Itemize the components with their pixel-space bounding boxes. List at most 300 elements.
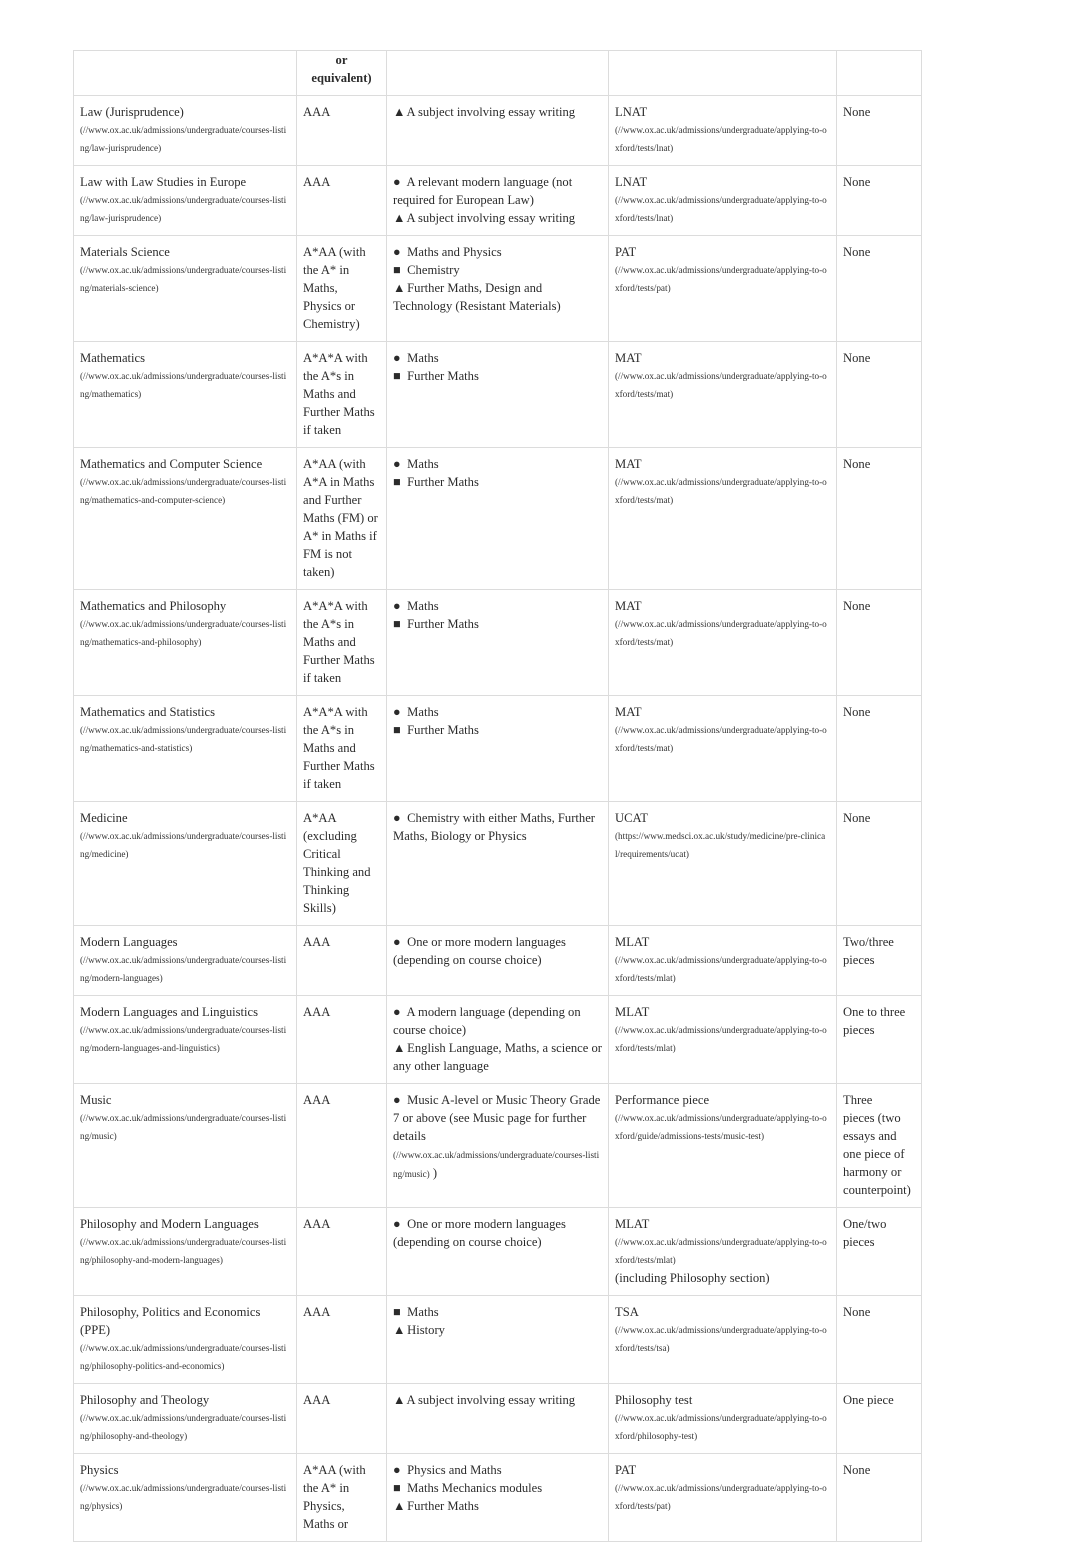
grades-cell	[297, 342, 387, 448]
grades-line: if taken	[303, 671, 342, 685]
subject-requirement	[393, 209, 602, 227]
grades-line: AAA	[303, 175, 331, 189]
subject-text: Further Maths	[407, 475, 479, 489]
grades-cell	[297, 590, 387, 696]
course-name: Philosophy and Theology	[80, 1393, 210, 1407]
test-name: MAT	[615, 705, 642, 719]
table-row	[74, 1296, 922, 1384]
subject-requirement	[393, 367, 602, 385]
course-cell	[74, 166, 297, 236]
test-cell	[609, 1084, 837, 1208]
subject-text: A subject involving essay writing	[406, 1393, 576, 1407]
grades-line: the A*s in	[303, 617, 355, 631]
grades-continuation: or equivalent)	[311, 53, 372, 85]
course-name: Law (Jurisprudence)	[80, 105, 184, 119]
subject-text: Maths	[407, 705, 439, 719]
test-link[interactable]: (//www.ox.ac.uk/admissions/undergraduate/applying-to-oxford/tests/mlat)	[615, 955, 827, 983]
course-link[interactable]: (//www.ox.ac.uk/admissions/undergraduate/courses-listing/modern-languages)	[80, 955, 287, 983]
subject-requirement	[393, 1215, 602, 1251]
table-row	[74, 1208, 922, 1296]
test-link[interactable]: (//www.ox.ac.uk/admissions/undergraduate/applying-to-oxford/tests/lnat)	[615, 195, 827, 223]
course-name: Music	[80, 1093, 112, 1107]
course-link[interactable]: (//www.ox.ac.uk/admissions/undergraduate/courses-listing/physics)	[80, 1483, 287, 1511]
helpful-triangle-icon: ▲	[393, 211, 406, 225]
subject-text: Maths Mechanics modules	[407, 1481, 543, 1495]
course-cell	[74, 802, 297, 926]
recommended-square-icon: ■	[393, 617, 401, 631]
written-work-line: essays and	[843, 1129, 897, 1143]
subject-requirement	[393, 1479, 602, 1497]
table-row	[74, 236, 922, 342]
subject-requirement	[393, 933, 602, 969]
subjects-cell	[387, 96, 609, 166]
written-work-line: One to three	[843, 1005, 906, 1019]
subject-text: Maths	[407, 351, 439, 365]
recommended-square-icon: ■	[393, 723, 401, 737]
subject-text: Chemistry with either Maths, Further Maths, Biology or Physics	[393, 811, 595, 843]
essential-circle-icon: ●	[393, 1005, 401, 1019]
continued-row	[74, 51, 922, 96]
grades-line: if taken	[303, 423, 342, 437]
test-cell	[609, 926, 837, 996]
subject-link[interactable]: (//www.ox.ac.uk/admissions/undergraduate/courses-listing/music)	[393, 1150, 600, 1179]
test-note: (including Philosophy section)	[615, 1271, 770, 1285]
essential-circle-icon: ●	[393, 457, 401, 471]
course-requirements-table	[73, 50, 922, 1542]
subject-text: Further Maths	[407, 369, 479, 383]
grades-line: (excluding	[303, 829, 357, 843]
written-work-cell	[837, 1296, 922, 1384]
grades-line: AAA	[303, 1393, 331, 1407]
course-link[interactable]: (//www.ox.ac.uk/admissions/undergraduate/courses-listing/medicine)	[80, 831, 287, 859]
test-cell	[609, 1454, 837, 1542]
written-work-cell	[837, 342, 922, 448]
grades-line: Thinking and	[303, 865, 371, 879]
subject-requirement	[393, 243, 602, 261]
written-work-line: None	[843, 175, 871, 189]
grades-line: taken)	[303, 565, 335, 579]
helpful-triangle-icon: ▲	[393, 1323, 406, 1337]
written-work-line: None	[843, 599, 871, 613]
grades-line: A*A*A with	[303, 599, 368, 613]
subject-requirement	[393, 455, 602, 473]
subject-requirement	[393, 103, 602, 121]
essential-circle-icon: ●	[393, 175, 401, 189]
grades-line: Further Maths	[303, 653, 375, 667]
course-name: Physics	[80, 1463, 119, 1477]
grades-line: Maths (FM) or	[303, 511, 378, 525]
course-name: Mathematics and Computer Science	[80, 457, 263, 471]
subject-requirement	[393, 1497, 602, 1515]
course-link[interactable]: (//www.ox.ac.uk/admissions/undergraduate/courses-listing/modern-languages-and-linguistics)	[80, 1025, 287, 1053]
test-cell	[609, 1384, 837, 1454]
course-link[interactable]: (//www.ox.ac.uk/admissions/undergraduate/courses-listing/law-jurisprudence)	[80, 125, 287, 153]
test-link[interactable]: (//www.ox.ac.uk/admissions/undergraduate/applying-to-oxford/philosophy-test)	[615, 1413, 827, 1441]
subject-close: )	[429, 1166, 438, 1180]
written-work-cell	[837, 236, 922, 342]
grades-line: and Further	[303, 493, 362, 507]
essential-circle-icon: ●	[393, 1463, 401, 1477]
grades-line: Chemistry)	[303, 317, 360, 331]
written-work-line: None	[843, 457, 871, 471]
test-name: PAT	[615, 245, 637, 259]
essential-circle-icon: ●	[393, 351, 401, 365]
test-cell	[609, 1296, 837, 1384]
subject-text: A subject involving essay writing	[406, 105, 576, 119]
grades-line: if taken	[303, 777, 342, 791]
course-name: Mathematics and Philosophy	[80, 599, 227, 613]
grades-line: AAA	[303, 1305, 331, 1319]
grades-line: A*A*A with	[303, 351, 368, 365]
written-work-line: None	[843, 1305, 871, 1319]
grades-line: Maths and	[303, 741, 356, 755]
test-cell	[609, 448, 837, 590]
subject-requirement	[393, 1461, 602, 1479]
subject-requirement	[393, 1303, 602, 1321]
subject-text: Further Maths	[407, 617, 479, 631]
test-cell	[609, 236, 837, 342]
grades-line: AAA	[303, 1217, 331, 1231]
recommended-square-icon: ■	[393, 1481, 401, 1495]
helpful-triangle-icon: ▲	[393, 105, 406, 119]
recommended-square-icon: ■	[393, 1305, 401, 1319]
essential-circle-icon: ●	[393, 705, 401, 719]
grades-line: the A* in	[303, 263, 350, 277]
subjects-cell	[387, 1454, 609, 1542]
written-work-cell	[837, 51, 922, 96]
subject-requirement	[393, 349, 602, 367]
test-name: MAT	[615, 351, 642, 365]
grades-line: FM is not	[303, 547, 352, 561]
written-work-cell	[837, 1384, 922, 1454]
grades-line: Skills)	[303, 901, 336, 915]
subject-text: Physics and Maths	[407, 1463, 502, 1477]
table-row	[74, 1384, 922, 1454]
course-link[interactable]: (//www.ox.ac.uk/admissions/undergraduate/courses-listing/philosophy-politics-and-economics)	[80, 1343, 287, 1371]
course-link[interactable]: (//www.ox.ac.uk/admissions/undergraduate/courses-listing/mathematics-and-philosophy)	[80, 619, 287, 647]
test-cell	[609, 802, 837, 926]
grades-line: Thinking	[303, 883, 350, 897]
course-link[interactable]: (//www.ox.ac.uk/admissions/undergraduate/courses-listing/mathematics-and-statistics)	[80, 725, 287, 753]
subjects-cell	[387, 590, 609, 696]
course-link[interactable]: (//www.ox.ac.uk/admissions/undergraduate/courses-listing/law-jurisprudence)	[80, 195, 287, 223]
table-row	[74, 96, 922, 166]
written-work-cell	[837, 1454, 922, 1542]
test-link[interactable]: (//www.ox.ac.uk/admissions/undergraduate/applying-to-oxford/tests/mat)	[615, 477, 827, 505]
test-name: MLAT	[615, 1005, 650, 1019]
written-work-line: pieces	[843, 1023, 875, 1037]
table-row	[74, 996, 922, 1084]
grades-cell	[297, 996, 387, 1084]
grades-line: Critical	[303, 847, 341, 861]
test-name: TSA	[615, 1305, 639, 1319]
written-work-line: pieces	[843, 953, 875, 967]
course-cell	[74, 926, 297, 996]
course-name: Philosophy and Modern Languages	[80, 1217, 259, 1231]
written-work-line: Two/three	[843, 935, 894, 949]
test-cell	[609, 166, 837, 236]
subject-text: Chemistry	[407, 263, 460, 277]
written-work-cell	[837, 590, 922, 696]
written-work-line: None	[843, 245, 871, 259]
subject-requirement	[393, 261, 602, 279]
helpful-triangle-icon: ▲	[393, 1041, 406, 1055]
subject-text: Further Maths	[407, 723, 479, 737]
test-link[interactable]: (//www.ox.ac.uk/admissions/undergraduate/applying-to-oxford/tests/mat)	[615, 725, 827, 753]
essential-circle-icon: ●	[393, 1093, 401, 1107]
grades-line: A*A*A with	[303, 705, 368, 719]
test-cell	[609, 696, 837, 802]
test-cell	[609, 590, 837, 696]
grades-cell	[297, 448, 387, 590]
written-work-cell	[837, 996, 922, 1084]
written-work-cell	[837, 96, 922, 166]
subject-requirement	[393, 1321, 602, 1339]
essential-circle-icon: ●	[393, 599, 401, 613]
subject-text: English Language, Maths, a science or any other language	[393, 1041, 602, 1073]
test-cell	[609, 996, 837, 1084]
subject-text: One or more modern languages (depending on course choice)	[393, 1217, 566, 1249]
essential-circle-icon: ●	[393, 1217, 401, 1231]
course-name: Law with Law Studies in Europe	[80, 175, 247, 189]
subjects-cell	[387, 166, 609, 236]
subject-text: Maths	[407, 1305, 439, 1319]
test-link[interactable]: (//www.ox.ac.uk/admissions/undergraduate/applying-to-oxford/guide/admissions-tests/music-test)	[615, 1113, 827, 1141]
course-cell	[74, 1208, 297, 1296]
subject-text: A relevant modern language (not required for European Law)	[393, 175, 573, 207]
subject-requirement	[393, 473, 602, 491]
grades-line: Further Maths	[303, 759, 375, 773]
test-name: Philosophy test	[615, 1393, 693, 1407]
subject-requirement	[393, 1391, 602, 1409]
test-name: MLAT	[615, 1217, 650, 1231]
table-row	[74, 448, 922, 590]
recommended-square-icon: ■	[393, 263, 401, 277]
course-link[interactable]: (//www.ox.ac.uk/admissions/undergraduate/courses-listing/mathematics)	[80, 371, 287, 399]
course-link[interactable]: (//www.ox.ac.uk/admissions/undergraduate/courses-listing/philosophy-and-theology)	[80, 1413, 287, 1441]
subject-requirement	[393, 1091, 602, 1145]
course-cell	[74, 696, 297, 802]
test-cell	[609, 1208, 837, 1296]
subjects-cell	[387, 342, 609, 448]
subject-text: History	[407, 1323, 445, 1337]
helpful-triangle-icon: ▲	[393, 1499, 406, 1513]
test-link[interactable]: (//www.ox.ac.uk/admissions/undergraduate/applying-to-oxford/tests/mat)	[615, 619, 827, 647]
course-name: Mathematics	[80, 351, 146, 365]
subjects-cell	[387, 1384, 609, 1454]
written-work-line: pieces (two	[843, 1111, 901, 1125]
grades-line: the A* in	[303, 1481, 350, 1495]
table-row	[74, 1454, 922, 1542]
course-link[interactable]: (//www.ox.ac.uk/admissions/undergraduate/courses-listing/philosophy-and-modern-languages)	[80, 1237, 287, 1265]
helpful-triangle-icon: ▲	[393, 1393, 406, 1407]
written-work-line: one piece of	[843, 1147, 905, 1161]
grades-line: Further Maths	[303, 405, 375, 419]
grades-line: AAA	[303, 935, 331, 949]
subjects-cell	[387, 802, 609, 926]
grades-line: AAA	[303, 1093, 331, 1107]
test-link[interactable]: (//www.ox.ac.uk/admissions/undergraduate/applying-to-oxford/tests/pat)	[615, 265, 827, 293]
subject-requirement	[393, 1003, 602, 1039]
course-cell	[74, 1384, 297, 1454]
requirements-sheet	[73, 50, 921, 1531]
course-name: Philosophy, Politics and Economics (PPE)	[80, 1305, 261, 1337]
test-name: MAT	[615, 457, 642, 471]
grades-cell	[297, 926, 387, 996]
subject-requirement	[393, 615, 602, 633]
written-work-line: None	[843, 351, 871, 365]
subject-text: Maths	[407, 599, 439, 613]
subject-text: Maths and Physics	[407, 245, 502, 259]
test-name: MAT	[615, 599, 642, 613]
course-cell	[74, 448, 297, 590]
course-cell	[74, 1084, 297, 1208]
grades-cell	[297, 696, 387, 802]
subjects-cell	[387, 1084, 609, 1208]
test-name: UCAT	[615, 811, 648, 825]
grades-line: AAA	[303, 1005, 331, 1019]
test-link[interactable]: (//www.ox.ac.uk/admissions/undergraduate/applying-to-oxford/tests/lnat)	[615, 125, 827, 153]
test-link[interactable]: (//www.ox.ac.uk/admissions/undergraduate/applying-to-oxford/tests/mat)	[615, 371, 827, 399]
subject-text: One or more modern languages (depending on course choice)	[393, 935, 566, 967]
grades-line: AAA	[303, 105, 331, 119]
subjects-cell	[387, 1296, 609, 1384]
written-work-line: None	[843, 705, 871, 719]
written-work-line: None	[843, 811, 871, 825]
test-link[interactable]: (//www.ox.ac.uk/admissions/undergraduate/applying-to-oxford/tests/mlat)	[615, 1025, 827, 1053]
test-name: MLAT	[615, 935, 650, 949]
course-link[interactable]: (//www.ox.ac.uk/admissions/undergraduate/courses-listing/materials-science)	[80, 265, 287, 293]
written-work-cell	[837, 1084, 922, 1208]
grades-line: A*AA (with	[303, 1463, 366, 1477]
subjects-cell	[387, 51, 609, 96]
essential-circle-icon: ●	[393, 245, 401, 259]
written-work-cell	[837, 926, 922, 996]
test-name: LNAT	[615, 175, 648, 189]
essential-circle-icon: ●	[393, 811, 401, 825]
subject-text: A modern language (depending on course choice)	[393, 1005, 581, 1037]
grades-line: A* in Maths if	[303, 529, 377, 543]
test-cell	[609, 96, 837, 166]
course-link[interactable]: (//www.ox.ac.uk/admissions/undergraduate/courses-listing/mathematics-and-computer-science)	[80, 477, 287, 505]
table-row	[74, 1084, 922, 1208]
test-cell	[609, 342, 837, 448]
subject-text: Music A-level or Music Theory Grade 7 or above (see Music page for further details	[393, 1093, 601, 1143]
subject-text: Further Maths, Design and Technology (Resistant Materials)	[393, 281, 561, 313]
subjects-cell	[387, 696, 609, 802]
written-work-line: One piece	[843, 1393, 894, 1407]
table-row	[74, 166, 922, 236]
test-name: Performance piece	[615, 1093, 710, 1107]
grades-cell	[297, 166, 387, 236]
subject-text: A subject involving essay writing	[406, 211, 576, 225]
grades-cell	[297, 96, 387, 166]
course-link[interactable]: (//www.ox.ac.uk/admissions/undergraduate/courses-listing/music)	[80, 1113, 287, 1141]
recommended-square-icon: ■	[393, 475, 401, 489]
grades-line: the A*s in	[303, 369, 355, 383]
subject-text: Maths	[407, 457, 439, 471]
helpful-triangle-icon: ▲	[393, 281, 406, 295]
grades-line: A*AA (with	[303, 457, 366, 471]
test-link[interactable]: (https://www.medsci.ox.ac.uk/study/medicine/pre-clinical/requirements/ucat)	[615, 831, 826, 859]
grades-cell	[297, 802, 387, 926]
test-name: PAT	[615, 1463, 637, 1477]
subject-requirement	[393, 279, 602, 315]
grades-cell	[297, 51, 387, 96]
course-cell	[74, 996, 297, 1084]
subject-requirement	[393, 721, 602, 739]
course-name: Materials Science	[80, 245, 170, 259]
course-cell	[74, 51, 297, 96]
table-row	[74, 342, 922, 448]
recommended-square-icon: ■	[393, 369, 401, 383]
grades-cell	[297, 1084, 387, 1208]
grades-line: Maths and	[303, 387, 356, 401]
grades-cell	[297, 1384, 387, 1454]
written-work-line: None	[843, 105, 871, 119]
grades-cell	[297, 1454, 387, 1542]
table-row	[74, 802, 922, 926]
written-work-line: counterpoint)	[843, 1183, 911, 1197]
course-cell	[74, 342, 297, 448]
test-cell	[609, 51, 837, 96]
test-link[interactable]: (//www.ox.ac.uk/admissions/undergraduate/applying-to-oxford/tests/pat)	[615, 1483, 827, 1511]
grades-cell	[297, 236, 387, 342]
subjects-cell	[387, 236, 609, 342]
course-cell	[74, 590, 297, 696]
course-cell	[74, 1454, 297, 1542]
course-cell	[74, 96, 297, 166]
course-cell	[74, 236, 297, 342]
course-cell	[74, 1296, 297, 1384]
grades-line: A*AA	[303, 811, 337, 825]
course-name: Modern Languages	[80, 935, 178, 949]
test-link[interactable]: (//www.ox.ac.uk/admissions/undergraduate/applying-to-oxford/tests/tsa)	[615, 1325, 827, 1353]
written-work-cell	[837, 448, 922, 590]
grades-line: Maths or	[303, 1517, 349, 1531]
grades-line: A*A in Maths	[303, 475, 375, 489]
subject-requirement	[393, 703, 602, 721]
written-work-line: harmony or	[843, 1165, 902, 1179]
subject-requirement	[393, 597, 602, 615]
written-work-line: One/two	[843, 1217, 887, 1231]
written-work-cell	[837, 1208, 922, 1296]
subject-text: Further Maths	[407, 1499, 479, 1513]
test-link[interactable]: (//www.ox.ac.uk/admissions/undergraduate/applying-to-oxford/tests/mlat)	[615, 1237, 827, 1265]
written-work-line: Three	[843, 1093, 873, 1107]
grades-line: A*AA (with	[303, 245, 366, 259]
written-work-line: pieces	[843, 1235, 875, 1249]
subject-requirement	[393, 173, 602, 209]
written-work-cell	[837, 166, 922, 236]
subjects-cell	[387, 996, 609, 1084]
grades-line: Physics or	[303, 299, 356, 313]
subjects-cell	[387, 926, 609, 996]
table-row	[74, 590, 922, 696]
grades-line: Physics,	[303, 1499, 345, 1513]
grades-cell	[297, 1296, 387, 1384]
course-name: Medicine	[80, 811, 128, 825]
subjects-cell	[387, 448, 609, 590]
table-row	[74, 926, 922, 996]
grades-cell	[297, 1208, 387, 1296]
written-work-cell	[837, 802, 922, 926]
course-name: Mathematics and Statistics	[80, 705, 216, 719]
subjects-cell	[387, 1208, 609, 1296]
essential-circle-icon: ●	[393, 935, 401, 949]
subject-requirement	[393, 809, 602, 845]
written-work-cell	[837, 696, 922, 802]
